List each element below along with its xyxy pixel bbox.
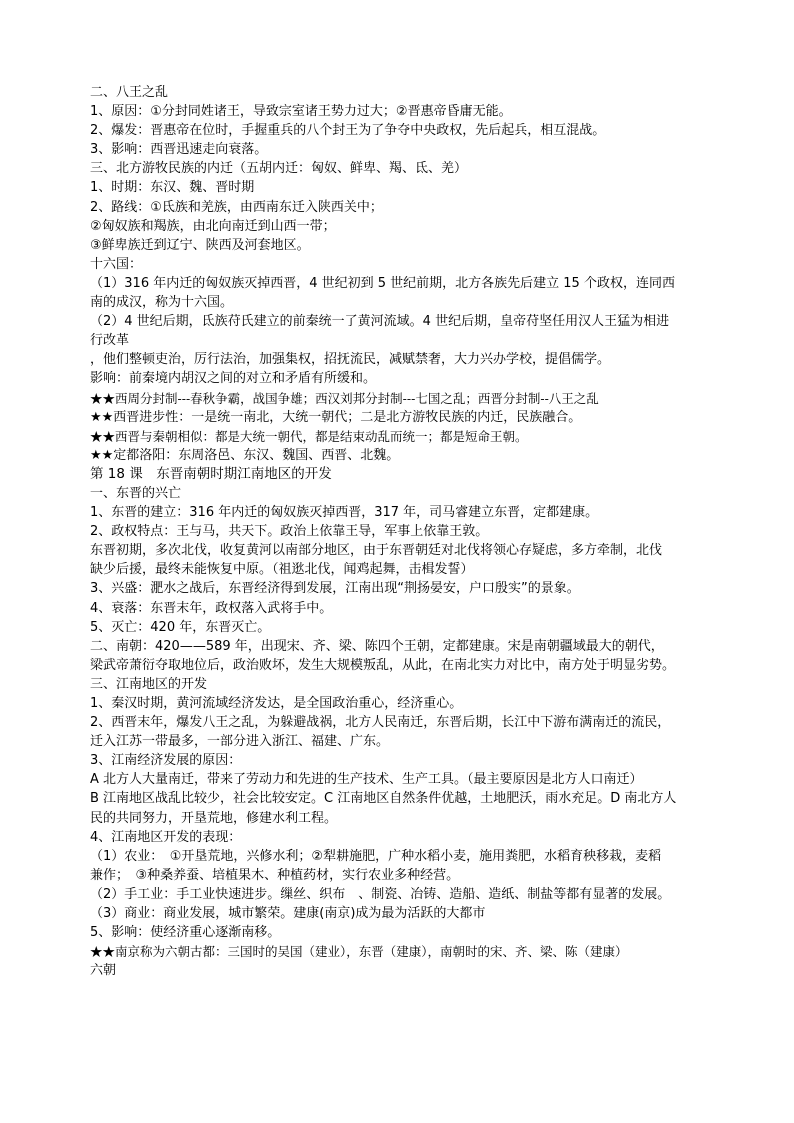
text-line: 三、江南地区的开发 — [90, 676, 208, 692]
text-line: 1、时期：东汉、魏、晋时期 — [90, 180, 255, 196]
text-line: 2、爆发：晋惠帝在位时，手握重兵的八个封王为了争夺中央政权，先后起兵，相互混战。 — [90, 123, 606, 139]
text-line: 2、路线：①氐族和羌族，由西南东迁入陕西关中； — [90, 199, 383, 215]
text-line: 5、灭亡：420 年，东晋灭亡。 — [90, 619, 271, 635]
text-line: （2）手工业：手工业快速进步。缫丝、织布 、制瓷、冶铸、造船、造纸、制盐等都有显著的发展。 — [90, 886, 671, 902]
text-line: B 江南地区战乱比较少，社会比较安定。C 江南地区自然条件优越，土地肥沃，雨水充足。D 南北方人 — [90, 791, 677, 807]
text-line: 行改革 — [90, 333, 130, 349]
text-line: 3、江南经济发展的原因： — [90, 753, 242, 769]
text-line: 南的成汉，称为十六国。 — [90, 295, 234, 311]
text-line: 1、秦汉时期，黄河流域经济发达，是全国政治重心，经济重心。 — [90, 696, 463, 711]
text-line: 东晋初期，多次北伐，收复黄河以南部分地区，由于东晋朝廷对北伐将领心存疑虑，多方牵制，北伐 — [90, 543, 663, 559]
text-line: 3、兴盛：淝水之战后，东晋经济得到发展，江南出现“荆扬晏安，户口殷实”的景象。 — [90, 581, 580, 597]
text-line: 2、西晋末年，爆发八王之乱，为躲避战祸，北方人民南迁，东晋后期，长江中下游布满南迁的流民， — [90, 715, 671, 731]
text-line: ★★西晋进步性：一是统一南北，大统一朝代；二是北方游牧民族的内迁，民族融合。 — [90, 409, 582, 425]
text-line: （2）4 世纪后期，氐族苻氏建立的前秦统一了黄河流域。4 世纪后期，皇帝苻坚任用汉人王猛为相进 — [90, 314, 670, 330]
text-line: 1、原因：①分封同姓诸王，导致宗室诸王势力过大；②晋惠帝昏庸无能。 — [90, 104, 512, 120]
text-line: 1、东晋的建立：316 年内迁的匈奴族灭掉西晋，317 年，司马睿建立东晋，定都建康。 — [90, 505, 599, 521]
text-line: ，他们整顿吏治，厉行法治，加强集权，招抚流民，减赋禁奢，大力兴办学校，提倡儒学。 — [90, 352, 611, 368]
text-line: 二、八王之乱 — [90, 85, 169, 100]
text-line: ★★定都洛阳：东周洛邑、东汉、魏国、西晋、北魏。 — [90, 447, 400, 463]
text-line: 二、南朝：420——589 年，出现宋、齐、梁、陈四个王朝，定都建康。宋是南朝疆域最大的朝代， — [90, 638, 664, 654]
text-line: A 北方人大量南迁，带来了劳动力和先进的生产技术、生产工具。（最主要原因是北方人口南迁） — [90, 772, 643, 788]
text-line: 三、北方游牧民族的内迁（五胡内迁：匈奴、鲜卑、羯、氐、羌） — [90, 161, 468, 177]
text-line: 3、影响：西晋迅速走向衰落。 — [90, 142, 268, 158]
text-line: 迁入江苏一带最多，一部分进入浙江、福建、广东。 — [90, 734, 390, 750]
text-line: 缺少后援，最终未能恢复中原。（祖逖北伐，闻鸡起舞，击楫发誓） — [90, 562, 474, 578]
text-line: 六朝 — [90, 963, 117, 979]
text-line: ③鲜卑族迁到辽宁、陕西及河套地区。 — [90, 237, 310, 253]
text-line: ★★南京称为六朝古都：三国时的吴国（建业），东晋（建康），南朝时的宋、齐、梁、陈（建康） — [90, 944, 628, 960]
text-line: 兼作； ③种桑养蚕、培植果木、种植药材，实行农业多种经营。 — [90, 867, 460, 883]
lesson-heading: 第 18 课 东晋南朝时期江南地区的开发 — [90, 465, 332, 482]
text-line: 民的共同努力，开垦荒地，修建水利工程。 — [90, 810, 338, 826]
document-body — [90, 83, 710, 980]
text-line: （1）农业： ①开垦荒地，兴修水利；②犁耕施肥，广种水稻小麦，施用粪肥，水稻育秧移栽，麦稻 — [90, 848, 662, 864]
text-line: ②匈奴族和羯族，由北向南迁到山西一带； — [90, 218, 336, 234]
text-line: ★★西周分封制---春秋争霸，战国争雄；西汉刘邦分封制---七国之乱；西晋分封制--八王之乱 — [90, 390, 599, 406]
text-line: 2、政权特点：王与马，共天下。政治上依靠王导，军事上依靠王敦。 — [90, 524, 489, 540]
text-line: 影响：前秦境内胡汉之间的对立和矛盾有所缓和。 — [90, 371, 377, 387]
text-line: ★★西晋与秦朝相似：都是大统一朝代，都是结束动乱而统一；都是短命王朝。 — [90, 428, 528, 444]
text-line: 4、衰落：东晋末年，政权落入武将手中。 — [90, 600, 333, 616]
text-line: 一、东晋的兴亡 — [90, 485, 182, 501]
text-line: 5、影响：使经济重心逐渐南移。 — [90, 925, 281, 941]
text-line: 十六国： — [90, 256, 143, 272]
text-line: （3）商业：商业发展，城市繁荣。建康(南京)成为最为活跃的大都市 — [90, 906, 486, 922]
text-line: 梁武帝萧衍夺取地位后，政治败坏，发生大规模叛乱，从此，在南北实力对比中，南方处于明显劣势。 — [90, 657, 676, 673]
text-line: （1）316 年内迁的匈奴族灭掉西晋，4 世纪初到 5 世纪前期，北方各族先后建立 15 个政权，连同西 — [90, 275, 675, 291]
text-line: 4、江南地区开发的表现： — [90, 829, 242, 845]
